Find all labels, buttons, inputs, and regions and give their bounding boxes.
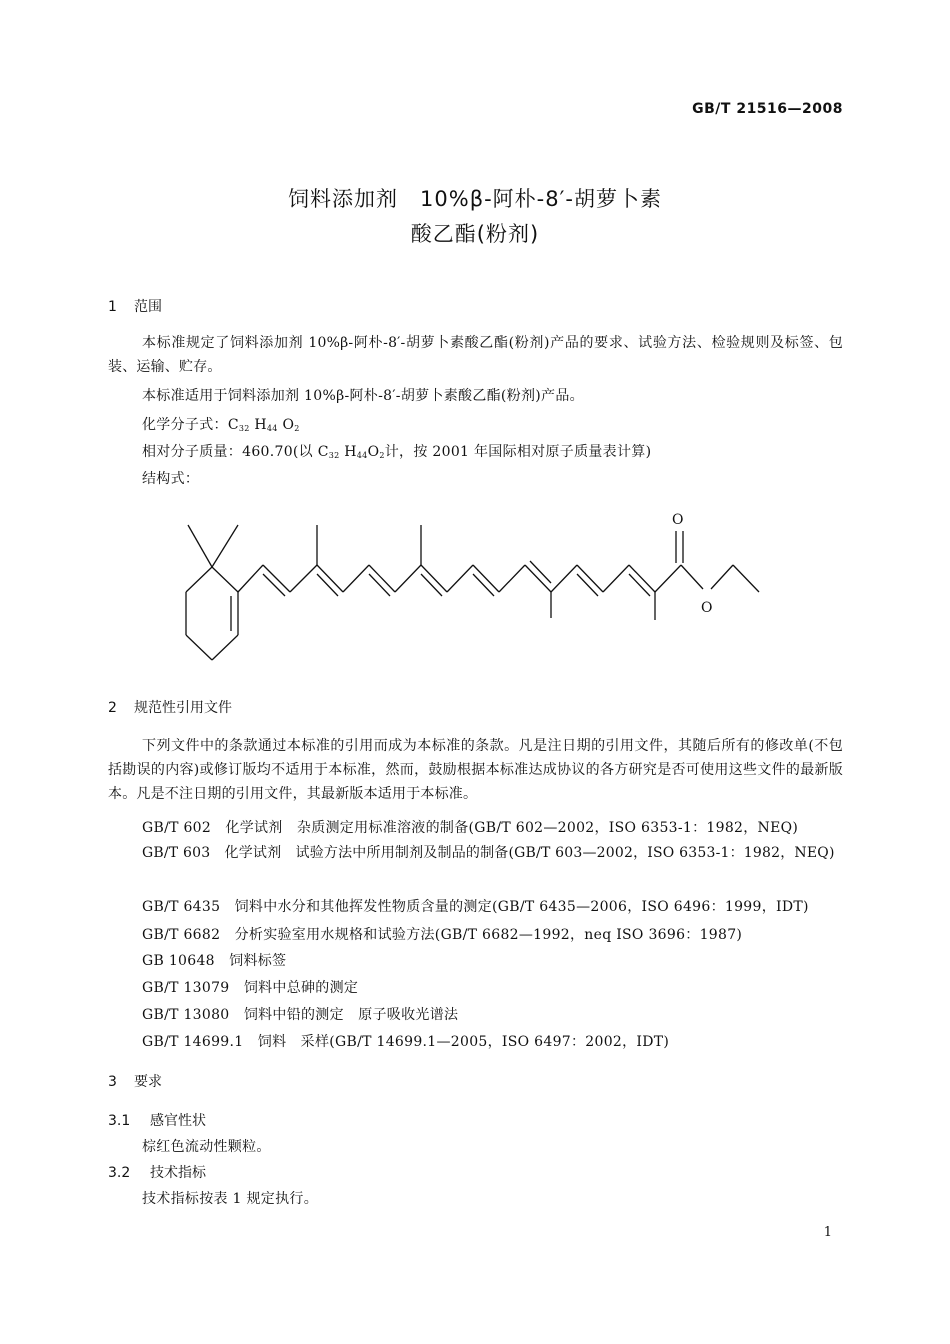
section-title: 范围 (134, 299, 162, 315)
reference-item: GB/T 603 化学试剂 试验方法中所用制剂及制品的制备(GB/T 603—2002，ISO 6353-1：1982，NEQ) (142, 845, 835, 861)
reference-item: GB/T 602 化学试剂 杂质测定用标准溶液的制备(GB/T 602—2002，ISO 6353-1：1982，NEQ) (142, 820, 799, 836)
section-number: 3 (108, 1074, 117, 1090)
structural-formula-diagram (0, 495, 950, 670)
molecular-mass: 相对分子质量：460.70(以 $C_{32}$ $H_{44}O_2$计，按 2001 年国际相对原子质量表计算) (142, 444, 652, 460)
section-1-para-2: 本标准适用于饲料添加剂 10%β-阿朴-8′-胡萝卜素酸乙酯(粉剂)产品。 (142, 388, 584, 404)
carbonyl-oxygen-label: O (672, 512, 684, 528)
subsection-3-1-text: 棕红色流动性颗粒。 (142, 1139, 271, 1155)
reference-item: GB 10648 饲料标签 (142, 953, 287, 969)
section-1-heading (108, 296, 162, 316)
formula-label: 化学分子式： (142, 417, 228, 433)
standard-number: GB/T 21516—2008 (692, 101, 843, 117)
title-line-2: 酸乙酯(粉剂) (410, 222, 540, 246)
structure-label: 结构式： (142, 471, 200, 487)
section-title: 规范性引用文件 (134, 700, 232, 716)
title-line-1: 饲料添加剂 10%β-阿朴-8′-胡萝卜素 (288, 187, 662, 211)
subsection-3-2-heading: 3.2 技术指标 (108, 1165, 206, 1181)
subsection-3-2-text: 技术指标按表 1 规定执行。 (142, 1191, 319, 1207)
section-2-heading (108, 697, 232, 717)
mass-value: 460.70 (242, 444, 293, 460)
section-number: 2 (108, 700, 117, 716)
page-number: 1 (823, 1225, 832, 1240)
reference-item: GB/T 14699.1 饲料 采样(GB/T 14699.1—2005，ISO 6497：2002，IDT) (142, 1034, 670, 1050)
subsection-3-1-heading: 3.1 感官性状 (108, 1113, 206, 1129)
section-title: 要求 (134, 1074, 162, 1090)
reference-item: GB/T 13079 饲料中总砷的测定 (142, 980, 359, 996)
section-number: 1 (108, 299, 117, 315)
cyclohexene-ring (186, 525, 238, 660)
polyene-chain (238, 525, 681, 620)
ester-oxygen-label: O (701, 600, 713, 616)
reference-item: GB/T 6682 分析实验室用水规格和试验方法(GB/T 6682—1992，neq ISO 3696：1987) (142, 927, 743, 943)
reference-item: GB/T 13080 饲料中铅的测定 原子吸收光谱法 (142, 1007, 459, 1023)
ester-group (676, 531, 759, 592)
molecular-formula: 化学分子式：$C_{32}$ $H_{44}$ $O_2$ (142, 417, 300, 433)
section-1-para-1: 本标准规定了饲料添加剂 10%β-阿朴-8′-胡萝卜素酸乙酯(粉剂)产品的要求、试验方法、检验规则及标签、包装、运输、贮存。 (108, 335, 843, 375)
section-2-intro: 下列文件中的条款通过本标准的引用而成为本标准的条款。凡是注日期的引用文件，其随后所有的修改单(不包括勘误的内容)或修订版均不适用于本标准，然而，鼓励根据本标准达成协议的各方研究是否可使用这些文件的最新版本。凡是不注日期的引用文件，其最新版本适用于本标准。 (108, 738, 843, 802)
reference-item: GB/T 6435 饲料中水分和其他挥发性物质含量的测定(GB/T 6435—2006，ISO 6496：1999，IDT) (142, 899, 809, 915)
section-3-heading (108, 1071, 162, 1091)
